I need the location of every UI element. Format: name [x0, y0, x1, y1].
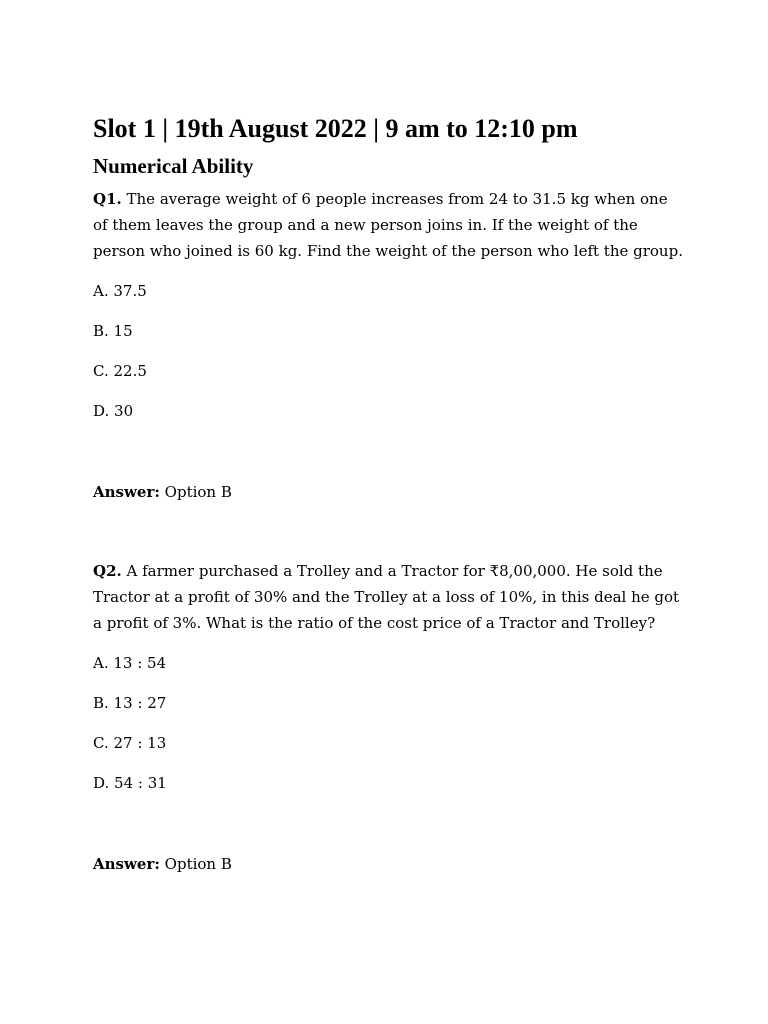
question-label: Q1. — [93, 190, 122, 208]
question-block-1 — [93, 186, 693, 505]
page-title: Slot 1 | 19th August 2022 | 9 am to 12:10 pm — [93, 114, 578, 143]
question-label: Q2. — [93, 562, 122, 580]
option-d: D. 30 — [93, 402, 134, 420]
question-block-2 — [93, 558, 693, 877]
option-c: C. 22.5 — [93, 362, 147, 380]
answer-line — [93, 851, 693, 877]
question-body: A farmer purchased a Trolley and a Tractor for ₹8,00,000. He sold the Tractor at a profit of 30% and the Trolley at a loss of 10%, in this deal he got a profit of 3%. What is the ratio of the cost price of a Tractor and Trolley? — [93, 562, 680, 632]
option-a: A. 13 : 54 — [93, 654, 167, 672]
section-heading: Numerical Ability — [93, 154, 254, 178]
question-text-2 — [93, 558, 683, 636]
answer-line — [93, 479, 693, 505]
question-text-1 — [93, 186, 683, 264]
answer-value: Option B — [164, 483, 232, 501]
option-d: D. 54 : 31 — [93, 774, 167, 792]
option-c: C. 27 : 13 — [93, 734, 167, 752]
answer-value: Option B — [164, 855, 232, 873]
question-body: The average weight of 6 people increases from 24 to 31.5 kg when one of them leaves the group and a new person joins in. If the weight of the person who joined is 60 kg. Find the weight of the person who left the group. — [93, 190, 683, 260]
option-b: B. 15 — [93, 322, 133, 340]
option-b: B. 13 : 27 — [93, 694, 167, 712]
option-a: A. 37.5 — [93, 282, 147, 300]
answer-label: Answer: — [93, 483, 160, 501]
answer-label: Answer: — [93, 855, 160, 873]
document-page — [93, 112, 693, 877]
